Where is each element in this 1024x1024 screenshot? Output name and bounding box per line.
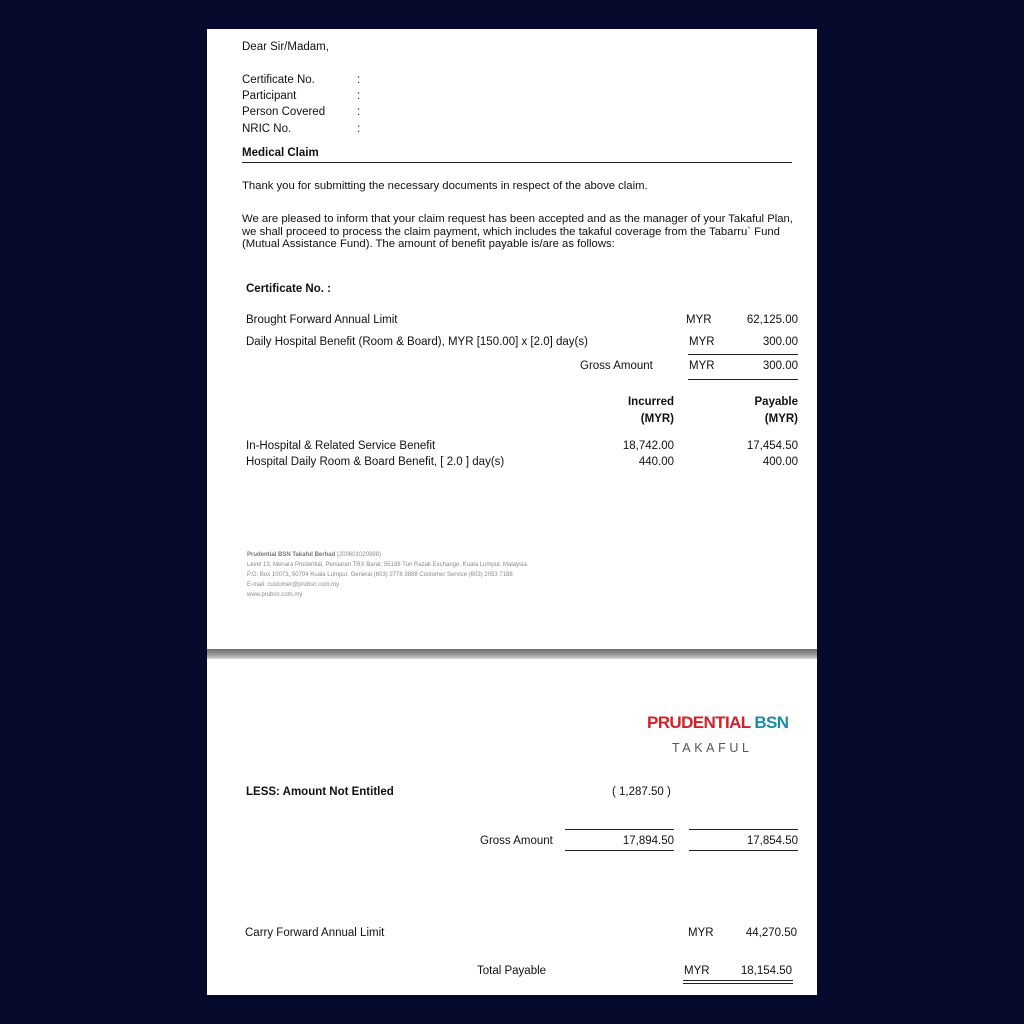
gross-top-line xyxy=(688,354,798,355)
footer-company: Prudential BSN Takaful Berhad xyxy=(247,552,336,558)
carry-forward-amount: 44,270.50 xyxy=(745,927,797,939)
col-incurred-header: Incurred xyxy=(627,396,674,408)
gross-amount: 300.00 xyxy=(762,360,798,372)
brought-forward-currency: MYR xyxy=(686,314,712,326)
benefit-row-incurred: 18,742.00 xyxy=(622,440,674,452)
gross-incurred-bottom-line xyxy=(565,850,674,851)
total-payable-currency: MYR xyxy=(684,965,710,977)
benefit-row-payable: 400.00 xyxy=(762,456,798,468)
carry-forward-label: Carry Forward Annual Limit xyxy=(245,927,385,939)
total-underline xyxy=(683,980,793,981)
gross-bottom-line xyxy=(688,379,798,380)
takaful-logo-text: TAKAFUL xyxy=(672,741,753,755)
brought-forward-label: Brought Forward Annual Limit xyxy=(246,314,398,326)
benefit-row-payable: 17,454.50 xyxy=(746,440,798,452)
col-payable-header: Payable xyxy=(754,396,798,408)
paragraph-acceptance: We are pleased to inform that your claim request has been accepted and as the manager of your Takaful Plan, we shall proceed to process the claim payment, which includes the takaful coverage from the Tabarru` Fund (Mutual Assistance Fund). The amount of benefit payable is/are as follows: xyxy=(242,213,793,250)
footer-line: E-mail: customer@prubsn.com.my xyxy=(247,582,340,588)
less-amount: ( 1,287.50 ) xyxy=(612,786,671,798)
letter-page-1 xyxy=(207,29,817,649)
total-double-underline xyxy=(683,983,793,984)
gross-payable-bottom-line xyxy=(689,850,798,851)
field-certificate-label: Certificate No. xyxy=(242,74,315,86)
col-incurred-unit: (MYR) xyxy=(640,413,674,425)
letter-page-2 xyxy=(207,659,817,995)
total-payable-amount: 18,154.50 xyxy=(740,965,792,977)
paragraph-thanks: Thank you for submitting the necessary documents in respect of the above claim. xyxy=(242,180,648,192)
field-person-covered-sep: : xyxy=(357,106,361,118)
summary-gross-payable: 17,854.50 xyxy=(746,835,798,847)
benefit-row-label: Hospital Daily Room & Board Benefit, [ 2.0 ] day(s) xyxy=(246,456,505,468)
daily-hospital-label: Daily Hospital Benefit (Room & Board), MYR [150.00] x [2.0] day(s) xyxy=(246,336,588,348)
gross-incurred-top-line xyxy=(565,829,674,830)
daily-hospital-currency: MYR xyxy=(689,336,715,348)
summary-gross-incurred: 17,894.50 xyxy=(622,835,674,847)
field-nric-sep: : xyxy=(357,123,361,135)
salutation: Dear Sir/Madam, xyxy=(242,41,329,53)
less-label: LESS: Amount Not Entitled xyxy=(246,786,394,798)
field-nric-label: NRIC No. xyxy=(242,123,292,135)
field-participant-sep: : xyxy=(357,90,361,102)
gross-payable-top-line xyxy=(689,829,798,830)
subject-heading: Medical Claim xyxy=(242,147,319,159)
gross-currency: MYR xyxy=(689,360,715,372)
total-payable-label: Total Payable xyxy=(477,965,547,977)
footer-line: www.prubsn.com.my xyxy=(247,592,303,598)
carry-forward-currency: MYR xyxy=(688,927,714,939)
prudential-bsn-logo: PRUDENTIAL BSN xyxy=(647,713,789,732)
page-separator xyxy=(207,649,817,659)
col-payable-unit: (MYR) xyxy=(764,413,798,425)
field-person-covered-label: Person Covered xyxy=(242,106,326,118)
benefit-row-incurred: 440.00 xyxy=(638,456,674,468)
summary-gross-label: Gross Amount xyxy=(480,835,553,847)
certificate-heading: Certificate No. : xyxy=(246,283,331,295)
brought-forward-amount: 62,125.00 xyxy=(746,314,798,326)
gross-amount-label: Gross Amount xyxy=(580,360,653,372)
footer-line: P.O. Box 10073, 50704 Kuala Lumpur. General (603) 2778 3888 Customer Service (603) 2053 7188 xyxy=(247,572,513,578)
daily-hospital-amount: 300.00 xyxy=(762,336,798,348)
company-footer xyxy=(247,550,528,600)
field-participant-label: Participant xyxy=(242,90,297,102)
subject-divider xyxy=(242,162,792,163)
field-certificate-sep: : xyxy=(357,74,361,86)
footer-reg: (200601020898) xyxy=(336,552,381,558)
footer-line: Level 13, Menara Prudential, Persiaran TRX Barat, 55188 Tun Razak Exchange, Kuala Lumpur, Malaysia. xyxy=(247,562,529,568)
benefit-row-label: In-Hospital & Related Service Benefit xyxy=(246,440,436,452)
